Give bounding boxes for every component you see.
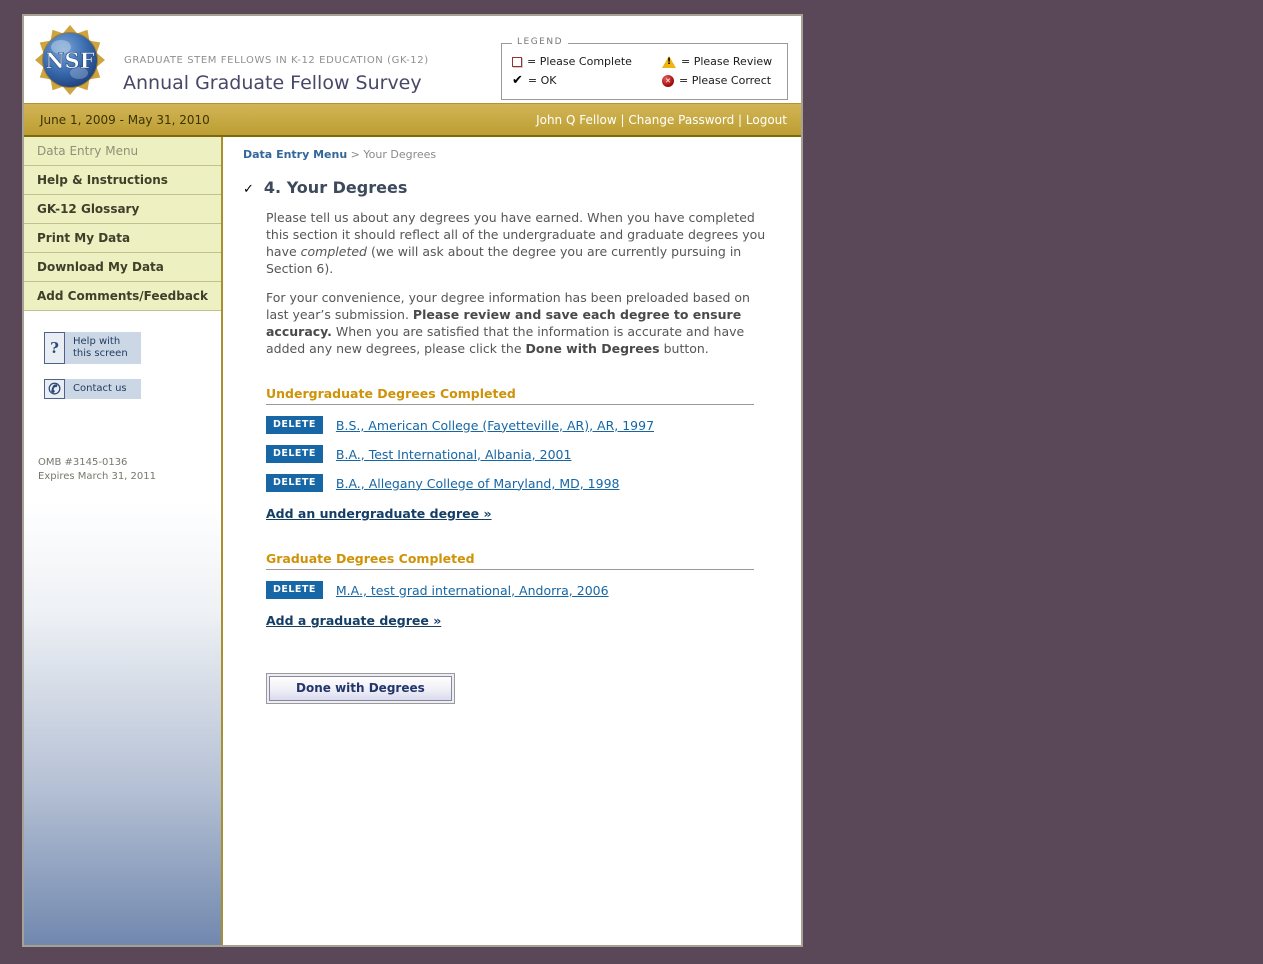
legend-please-correct: ✕ = Please Correct [662, 71, 779, 90]
legend-title: LEGEND [512, 37, 568, 47]
survey-period: June 1, 2009 - May 31, 2010 [40, 112, 210, 127]
graduate-degrees-heading: Graduate Degrees Completed [266, 551, 754, 570]
breadcrumb-data-entry-menu-link[interactable]: Data Entry Menu [243, 148, 348, 161]
logout-link[interactable]: Logout [745, 112, 787, 127]
delete-button[interactable]: DELETE [266, 416, 323, 434]
phone-icon: ✆ [44, 379, 65, 399]
please-complete-icon [512, 57, 522, 67]
header [24, 16, 801, 103]
degree-row [266, 445, 754, 463]
degree-link[interactable]: B.A., Allegany College of Maryland, MD, 1998 [335, 475, 620, 491]
degree-row [266, 416, 754, 434]
svg-text:NSF: NSF [45, 48, 95, 73]
legend [501, 37, 788, 100]
undergraduate-degrees-section [266, 386, 754, 522]
delete-button[interactable]: DELETE [266, 581, 323, 599]
intro-text [266, 209, 772, 357]
degree-link[interactable]: B.A., Test International, Albania, 2001 [335, 446, 572, 462]
sidebar [24, 137, 223, 945]
degree-link[interactable]: B.S., American College (Fayetteville, AR), AR, 1997 [335, 417, 655, 433]
omb-notice: OMB #3145-0136 Expires March 31, 2011 [38, 457, 156, 482]
section-title: 4. Your Degrees [263, 178, 408, 197]
intro-paragraph-1: Please tell us about any degrees you have earned. When you have completed this section it should reflect all of the undergraduate and graduate degrees you have completed (we will ask about the degree you are currently pursuing in Section 6). [266, 210, 766, 276]
sidebar-item-gk12-glossary[interactable]: GK-12 Glossary [24, 195, 221, 224]
intro-paragraph-2: For your convenience, your degree information has been preloaded based on last year’s submission. Please review and save each degree to ensure accuracy. When you are satisfied that the information is accurate and have added any new degrees, please click the Done with Degrees button. [266, 290, 750, 356]
degree-row [266, 474, 754, 492]
sidebar-item-add-comments-feedback[interactable]: Add Comments/Feedback [24, 282, 221, 311]
done-with-degrees-button[interactable]: Done with Degrees [269, 676, 452, 701]
add-undergraduate-degree-link[interactable]: Add an undergraduate degree » [266, 506, 492, 521]
done-button-frame [266, 673, 455, 704]
undergraduate-degrees-heading: Undergraduate Degrees Completed [266, 386, 754, 405]
sidebar-gradient [24, 502, 221, 945]
legend-please-review: ! = Please Review [662, 52, 779, 71]
question-mark-icon: ? [44, 332, 65, 364]
survey-window [22, 14, 803, 947]
help-with-screen-button[interactable]: ? Help with this screen [44, 332, 141, 364]
nsf-logo [35, 25, 105, 95]
page-title: Annual Graduate Fellow Survey [123, 72, 422, 94]
degree-link[interactable]: M.A., test grad international, Andorra, 2006 [335, 582, 609, 598]
sidebar-item-help-instructions[interactable]: Help & Instructions [24, 166, 221, 195]
sidebar-menu [24, 137, 221, 311]
sidebar-item-print-my-data[interactable]: Print My Data [24, 224, 221, 253]
error-icon: ✕ [662, 75, 674, 87]
sidebar-item-data-entry-menu: Data Entry Menu [24, 137, 221, 166]
degree-row [266, 581, 754, 599]
warning-icon [662, 56, 676, 68]
breadcrumb: Data Entry Menu > Your Degrees [243, 148, 437, 161]
user-name: John Q Fellow [536, 112, 617, 127]
check-icon: ✔ [512, 72, 523, 88]
change-password-link[interactable]: Change Password [628, 112, 735, 127]
sidebar-item-download-my-data[interactable]: Download My Data [24, 253, 221, 282]
add-graduate-degree-link[interactable]: Add a graduate degree » [266, 613, 442, 628]
contact-us-button[interactable]: ✆ Contact us [44, 379, 141, 399]
graduate-degrees-section [266, 551, 754, 629]
section-heading-row [243, 178, 781, 197]
main-content [223, 137, 801, 945]
status-check-icon: ✓ [243, 182, 254, 197]
delete-button[interactable]: DELETE [266, 474, 323, 492]
delete-button[interactable]: DELETE [266, 445, 323, 463]
program-name: GRADUATE STEM FELLOWS IN K-12 EDUCATION (GK-12) [124, 55, 429, 66]
breadcrumb-current: Your Degrees [363, 148, 437, 161]
legend-ok: ✔ = OK [512, 72, 557, 88]
legend-please-complete: = Please Complete [512, 52, 662, 71]
user-bar: June 1, 2009 - May 31, 2010 John Q Fellow | Change Password | Logout [24, 103, 801, 137]
